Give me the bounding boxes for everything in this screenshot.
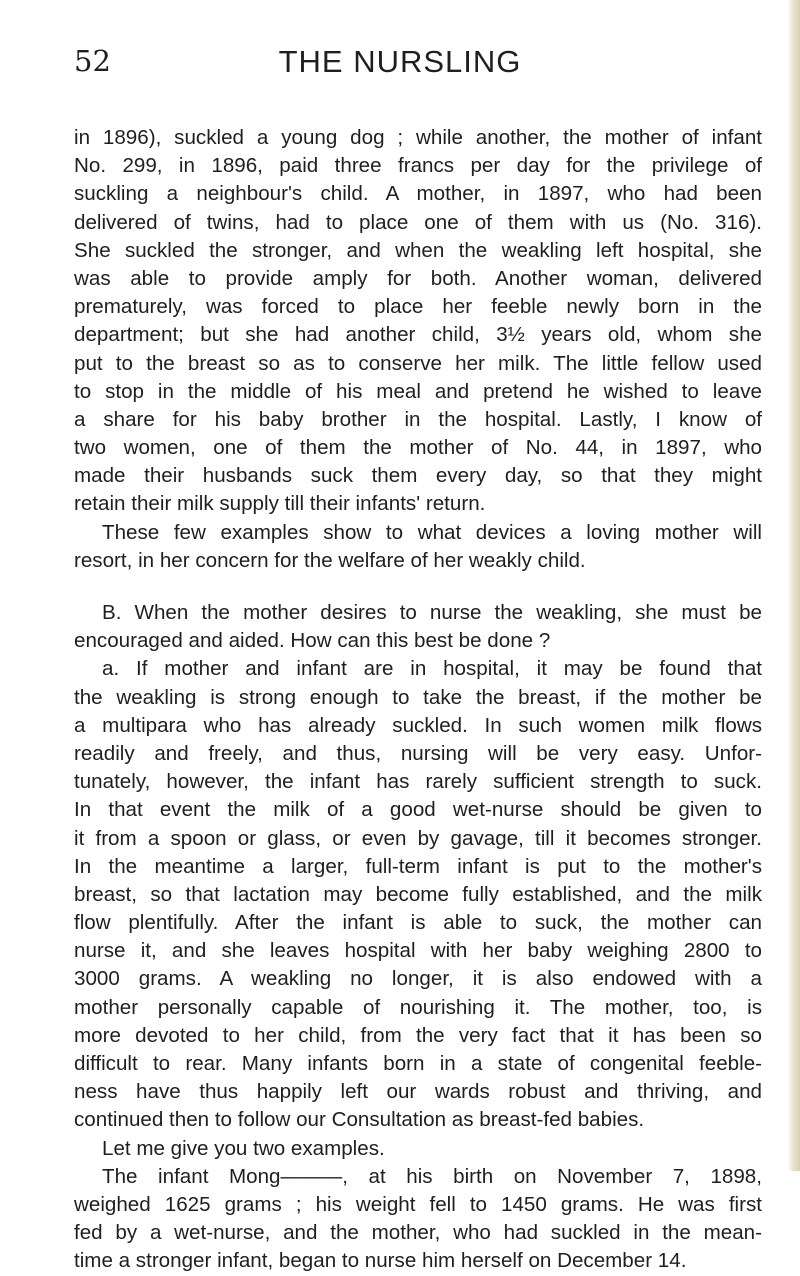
text-line: was able to provide amply for both. Another woman, delivered — [74, 266, 762, 290]
text-line: mother personally capable of nourishing it. The mother, too, is — [74, 995, 762, 1019]
text-line: flow plentifully. After the infant is able to suck, the mother can — [74, 911, 762, 935]
text-line: Let me give you two examples. — [102, 1136, 385, 1160]
text-line: resort, in her concern for the welfare of her weakly child. — [74, 548, 586, 572]
text-line: delivered of twins, had to place one of them with us (No. 316). — [74, 210, 762, 234]
text-line: fed by a wet-nurse, and the mother, who had suckled in the mean- — [74, 1221, 762, 1245]
text-line: continued then to follow our Consultation as breast-fed babies. — [74, 1108, 645, 1132]
running-title: THE NURSLING — [278, 44, 522, 79]
text-line: prematurely, was forced to place her feeble newly born in the — [74, 295, 762, 319]
body-text — [74, 124, 762, 1276]
text-line: a. If mother and infant are in hospital, it may be found that — [102, 657, 762, 681]
text-line: time a stronger infant, began to nurse him herself on December 14. — [74, 1249, 687, 1273]
text-line: difficult to rear. Many infants born in a state of congenital feeble- — [74, 1052, 762, 1075]
text-line: a share for his baby brother in the hospital. Lastly, I know of — [74, 407, 762, 431]
text-line: put to the breast so as to conserve her milk. The little fellow used — [74, 351, 762, 375]
text-line: department; but she had another child, 3½ years old, whom she — [74, 323, 762, 347]
text-line: more devoted to her child, from the very fact that it has been so — [74, 1023, 762, 1047]
text-line: These few examples show to what devices a loving mother will — [102, 520, 762, 544]
text-line: weighed 1625 grams ; his weight fell to 1450 grams. He was first — [74, 1192, 762, 1216]
text-line: it from a spoon or glass, or even by gavage, till it becomes stronger. — [74, 826, 762, 850]
text-line: No. 299, in 1896, paid three francs per day for the privilege of — [74, 154, 762, 178]
text-line: B. When the mother desires to nurse the weakling, she must be — [102, 601, 762, 624]
text-line: breast, so that lactation may become fully established, and the milk — [74, 882, 762, 906]
page-number: 52 — [74, 44, 111, 78]
text-line: suckling a neighbour's child. A mother, in 1897, who had been — [74, 182, 762, 206]
text-line: tunately, however, the infant has rarely sufficient strength to suck. — [74, 770, 762, 794]
text-line: two women, one of them the mother of No. 44, in 1897, who — [74, 436, 762, 460]
text-line: in 1896), suckled a young dog ; while another, the mother of infant — [74, 126, 762, 149]
text-line: made their husbands suck them every day, so that they might — [74, 464, 762, 488]
text-line: retain their milk supply till their infants' return. — [74, 492, 486, 516]
text-line: In that event the milk of a good wet-nurse should be given to — [74, 798, 762, 822]
text-line: nurse it, and she leaves hospital with her baby weighing 2800 to — [74, 939, 762, 963]
text-line: She suckled the stronger, and when the weakling left hospital, she — [74, 238, 762, 262]
text-line: ness have thus happily left our wards robust and thriving, and — [74, 1080, 762, 1104]
text-line: 3000 grams. A weakling no longer, it is also endowed with a — [74, 967, 762, 991]
text-line: to stop in the middle of his meal and pretend he wished to leave — [74, 379, 762, 403]
text-line: a multipara who has already suckled. In such women milk flows — [74, 713, 762, 737]
text-line: the weakling is strong enough to take the breast, if the mother be — [74, 685, 762, 709]
text-line: readily and freely, and thus, nursing will be very easy. Unfor- — [74, 741, 762, 765]
text-line: encouraged and aided. How can this best be done ? — [74, 629, 551, 653]
text-line: The infant Mong———, at his birth on November 7, 1898, — [102, 1164, 762, 1188]
text-line: In the meantime a larger, full-term infant is put to the mother's — [74, 854, 762, 878]
page-edge — [788, 0, 800, 1171]
